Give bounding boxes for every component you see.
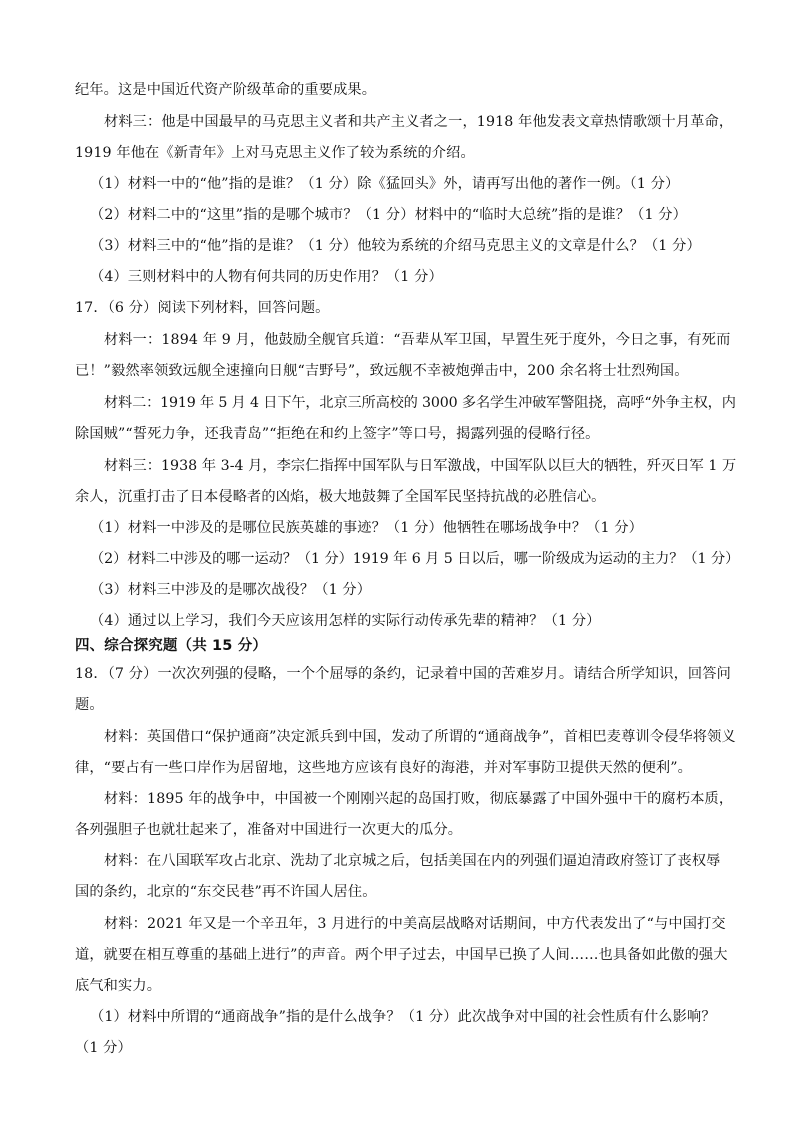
material-paragraph: 材料三：1938 年 3-4 月，李宗仁指挥中国军队与日军激战，中国军队以巨大的牺牲，歼灭日军 1 万 [104,458,737,474]
text-line: 已！”毅然率领致远舰全速撞向日舰“吉野号”，致远舰不幸被炮弹击中，200 余名将士壮烈殉国。 [75,363,689,379]
text-line: 道，就要在相互尊重的基础上进行”的声音。两个甲子过去，中国早已换了人间……也具备如此傲的强大 [75,947,728,963]
material-paragraph: 材料三：他是中国最早的马克思主义者和共产主义者之一，1918 年他发表文章热情歌颂十月革命， [104,114,734,130]
material-paragraph: 材料二：1919 年 5 月 4 日下午，北京三所高校的 3000 多名学生冲破军警阻挠，高呼“外争主权，内 [104,395,736,411]
sub-question: （2）材料二中涉及的哪一运动？（1 分）1919 年 6 月 5 日以后，哪一阶级成为运动的主力？（1 分） [90,551,740,567]
sub-question: （4）通过以上学习，我们今天应该用怎样的实际行动传承先辈的精神？（1 分） [90,613,601,629]
sub-question: （2）材料二中的“这里”指的是哪个城市？（1 分）材料中的“临时大总统”指的是谁？（1 分） [90,207,687,223]
section-heading: 四、综合探究题（共 15 分） [75,638,268,654]
sub-question: （1）材料一中涉及的是哪位民族英雄的事迹？（1 分）他牺牲在哪场战争中？（1 分） [90,520,644,536]
material-paragraph: 材料一：1894 年 9 月，他鼓励全舰官兵道：“吾辈从军卫国，早置生死于度外，今日之事，有死而 [104,332,731,348]
material-paragraph: 材料：在八国联军攻占北京、洗劫了北京城之后，包括美国在内的列强们逼迫清政府签订了丧权辱 [104,853,721,869]
text-line: 底气和实力。 [75,978,162,994]
question-17-title: 17．（6 分）阅读下列材料，回答问题。 [75,300,330,316]
text-line: 1919 年他在《新青年》上对马克思主义作了较为系统的介绍。 [75,145,475,161]
material-paragraph: 材料：1895 年的战争中，中国被一个刚刚兴起的岛国打败，彻底暴露了中国外强中干的腐朽本质， [104,791,734,807]
sub-question: （1）材料一中的“他”指的是谁？（1 分）除《猛回头》外，请再写出他的著作一例。（1 分） [90,176,680,192]
sub-question: （3）材料三中的“他”指的是谁？（1 分）他较为系统的介绍马克思主义的文章是什么？（1 分） [90,238,701,254]
text-line: 纪年。这是中国近代资产阶级革命的重要成果。 [75,82,377,98]
text-line: 律，“要占有一些口岸作为居留地，这些地方应该有良好的海港，并对军事防卫提供天然的便利”。 [75,760,692,776]
material-paragraph: 材料：英国借口“保护通商”决定派兵到中国，发动了所谓的“通商战争”，首相巴麦尊训令侵华将领义 [104,729,736,745]
text-line: 题。 [75,697,104,713]
sub-question: （4）三则材料中的人物有何共同的历史作用？（1 分） [90,269,443,285]
sub-question: （3）材料三中涉及的是哪次战役？（1 分） [90,582,372,598]
text-line: （1 分） [75,1040,132,1056]
sub-question: （1）材料中所谓的“通商战争”指的是什么战争？（1 分）此次战争对中国的社会性质有什么影响？ [90,1009,716,1025]
material-paragraph: 材料：2021 年又是一个辛丑年，3 月进行的中美高层战略对话期间，中方代表发出了“与中国打交 [104,916,726,932]
text-line: 各列强胆子也就壮起来了，准备对中国进行一次更大的瓜分。 [75,822,463,838]
text-line: 除国贼”“誓死力争，还我青岛”“拒绝在和约上签字”等口号，揭露列强的侵略行径。 [75,426,600,442]
question-18-title: 18．（7 分）一次次列强的侵略，一个个屈辱的条约，记录着中国的苦难岁月。请结合所学知识，回答问 [75,666,731,682]
text-line: 余人，沉重打击了日本侵略者的凶焰，极大地鼓舞了全国军民坚持抗战的必胜信心。 [75,489,606,505]
text-line: 国的条约，北京的“东交民巷”再不许国人居住。 [75,884,377,900]
